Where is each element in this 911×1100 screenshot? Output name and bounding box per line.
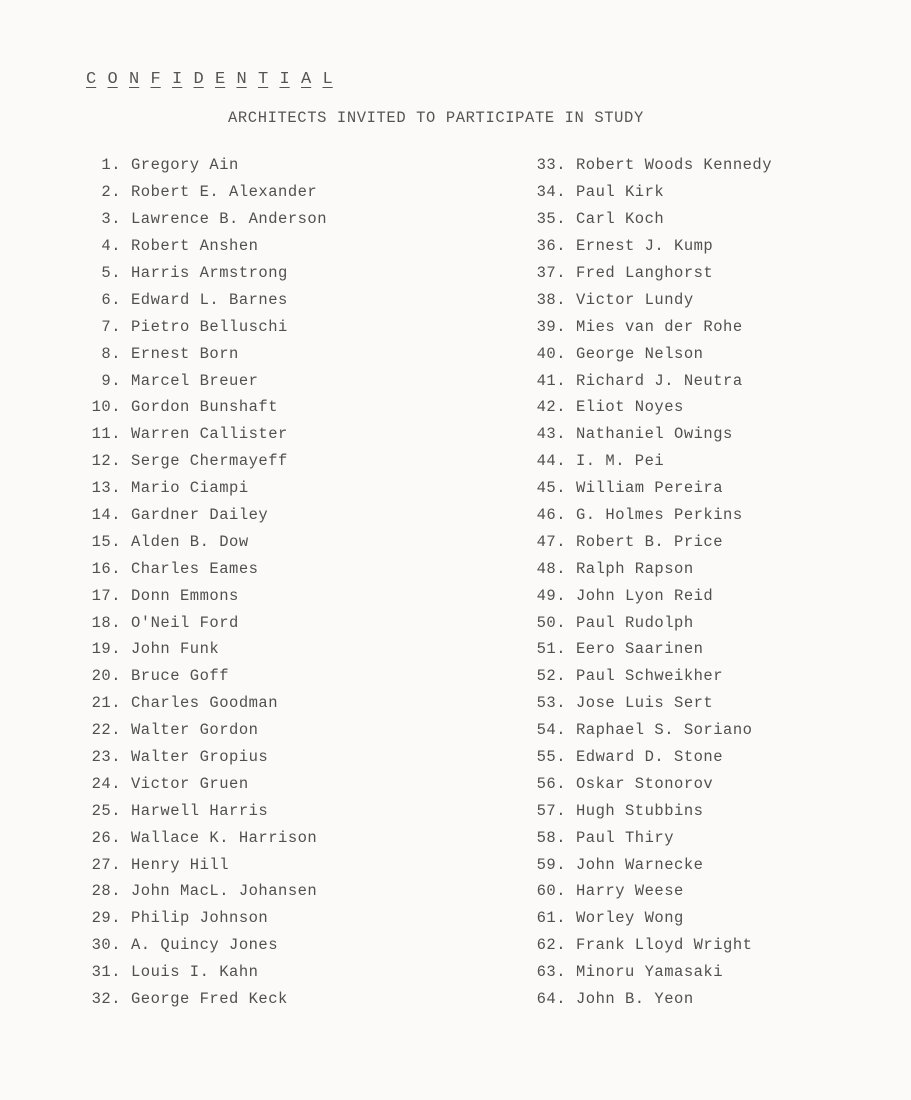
list-item — [76, 179, 327, 206]
list-item — [76, 690, 327, 717]
list-item-number: 10. — [91, 398, 121, 417]
list-item-name: Fred Langhorst — [576, 264, 714, 282]
list-item — [76, 636, 327, 663]
list-item-number: 24. — [91, 774, 121, 793]
list-item — [521, 744, 772, 771]
list-item-number: 33. — [536, 156, 566, 175]
list-item-number: 31. — [91, 963, 121, 982]
list-item-name: Paul Thiry — [576, 828, 675, 847]
list-item-number: 18. — [91, 613, 121, 632]
list-item — [76, 367, 327, 394]
list-item-name: Robert Woods Kennedy — [576, 156, 773, 175]
list-item-number: 25. — [91, 801, 121, 820]
list-item — [521, 663, 772, 690]
list-item-name: Charles Eames — [131, 559, 259, 578]
list-item-name: Ralph Rapson — [576, 559, 694, 578]
list-item-name: Frank Lloyd Wright — [576, 936, 753, 955]
list-item — [76, 340, 327, 367]
stamp-letter: N — [129, 70, 140, 89]
list-item — [76, 959, 327, 986]
stamp-letter: O — [107, 70, 118, 89]
list-item-number: 14. — [91, 506, 121, 525]
list-item-name: Richard J. Neutra — [576, 371, 743, 390]
list-item-name: Gordon Bunshaft — [131, 398, 279, 417]
stamp-letter: F — [150, 70, 161, 89]
list-item-number: 6. — [101, 290, 121, 309]
list-item-name: Mies van der Rohe — [576, 317, 743, 336]
list-item-number: 60. — [536, 882, 566, 901]
stamp-letter: N — [236, 70, 247, 89]
list-item — [76, 286, 327, 313]
list-item-name: Charles Goodman — [131, 694, 279, 713]
list-item-name: John Warnecke — [576, 855, 704, 874]
list-item-name: Walter Gropius — [131, 748, 269, 767]
list-item-number: 19. — [91, 640, 121, 659]
stamp-letter: D — [193, 70, 204, 89]
list-item-number: 34. — [536, 183, 566, 202]
list-item — [76, 555, 327, 582]
list-item-name: Marcel Breuer — [131, 371, 259, 390]
right-column-list — [521, 152, 772, 1013]
list-item-name: Donn Emmons — [131, 586, 239, 605]
list-item — [76, 313, 327, 340]
list-item — [521, 233, 772, 260]
list-item — [521, 152, 772, 179]
list-item — [76, 206, 327, 233]
stamp-letter: E — [215, 70, 226, 89]
list-item-name: Victor Lundy — [576, 290, 694, 309]
list-item-name: Gregory Ain — [131, 156, 239, 175]
list-item-number: 21. — [91, 694, 121, 713]
stamp-letter: T — [258, 70, 269, 89]
list-item-number: 20. — [91, 667, 121, 686]
list-item-name: John MacL. Johansen — [131, 882, 318, 901]
list-item-number: 26. — [91, 828, 121, 847]
list-item-name: A. Quincy Jones — [131, 936, 279, 955]
stamp-letter: L — [322, 70, 333, 89]
list-item-number: 11. — [91, 425, 121, 444]
list-item — [76, 717, 327, 744]
list-item-name: George Fred Keck — [131, 990, 288, 1009]
list-item-name: Serge Chermayeff — [131, 452, 288, 471]
list-item — [521, 448, 772, 475]
list-item-name: Jose Luis Sert — [576, 694, 714, 713]
list-item — [521, 717, 772, 744]
list-item — [521, 286, 772, 313]
list-item-name: Warren Callister — [131, 425, 288, 444]
list-item-name: Edward D. Stone — [576, 748, 724, 767]
list-item — [76, 663, 327, 690]
list-item — [521, 770, 772, 797]
list-item-number: 29. — [91, 909, 121, 928]
list-item-name: Harris Armstrong — [131, 264, 288, 282]
list-item — [521, 313, 772, 340]
list-item-number: 7. — [101, 317, 121, 336]
list-item-number: 17. — [91, 586, 121, 605]
list-item — [76, 851, 327, 878]
list-item — [76, 260, 327, 287]
list-item-number: 13. — [91, 479, 121, 498]
list-item — [76, 528, 327, 555]
list-item-number: 64. — [536, 990, 566, 1009]
list-item-number: 58. — [536, 828, 566, 847]
list-item-number: 1. — [101, 156, 121, 175]
list-item-name: Mario Ciampi — [131, 479, 249, 498]
list-item — [76, 582, 327, 609]
stamp-letter: I — [279, 70, 290, 89]
list-item-name: Bruce Goff — [131, 667, 230, 686]
list-item-number: 55. — [536, 748, 566, 767]
list-item — [521, 878, 772, 905]
list-item — [521, 179, 772, 206]
list-item-number: 57. — [536, 801, 566, 820]
list-item — [76, 986, 327, 1013]
stamp-letter: C — [86, 70, 97, 89]
list-item-number: 47. — [536, 532, 566, 551]
list-item-name: John Lyon Reid — [576, 586, 714, 605]
list-item-name: Nathaniel Owings — [576, 425, 733, 444]
list-item-number: 22. — [91, 721, 121, 740]
list-item-name: John Funk — [131, 640, 220, 659]
list-item — [521, 340, 772, 367]
list-item-name: Paul Kirk — [576, 183, 665, 202]
list-item-name: George Nelson — [576, 344, 704, 363]
stamp-letter: A — [301, 70, 312, 89]
list-item-number: 30. — [91, 936, 121, 955]
list-item-name: I. M. Pei — [576, 452, 665, 471]
list-item-number: 53. — [536, 694, 566, 713]
list-item — [521, 636, 772, 663]
list-item-name: Louis I. Kahn — [131, 963, 259, 982]
list-item — [521, 986, 772, 1013]
list-item — [76, 878, 327, 905]
list-item-number: 39. — [536, 317, 566, 336]
list-item — [521, 528, 772, 555]
list-item-number: 9. — [101, 371, 121, 390]
list-item — [521, 582, 772, 609]
left-column-list — [76, 152, 327, 1013]
list-item-number: 8. — [101, 344, 121, 363]
list-item — [521, 824, 772, 851]
list-item-name: Hugh Stubbins — [576, 801, 704, 820]
list-item-number: 62. — [536, 936, 566, 955]
list-item-number: 4. — [101, 237, 121, 256]
list-item-number: 38. — [536, 290, 566, 309]
list-item — [76, 233, 327, 260]
list-item-name: Worley Wong — [576, 909, 684, 928]
list-item — [521, 959, 772, 986]
list-item-name: Oskar Stonorov — [576, 774, 714, 793]
list-item-name: Philip Johnson — [131, 909, 269, 928]
list-item — [521, 851, 772, 878]
list-item-name: Henry Hill — [131, 855, 230, 874]
list-item — [521, 797, 772, 824]
list-item — [521, 475, 772, 502]
list-item-number: 42. — [536, 398, 566, 417]
list-item-number: 49. — [536, 586, 566, 605]
list-item-name: Ernest Born — [131, 344, 239, 363]
list-item-name: Raphael S. Soriano — [576, 721, 753, 740]
list-item — [521, 555, 772, 582]
list-item-number: 52. — [536, 667, 566, 686]
list-item — [76, 448, 327, 475]
list-item — [521, 609, 772, 636]
list-item-number: 41. — [536, 371, 566, 390]
list-item-number: 40. — [536, 344, 566, 363]
list-item — [76, 824, 327, 851]
list-item-name: John B. Yeon — [576, 990, 694, 1009]
list-item — [76, 394, 327, 421]
list-item-number: 15. — [91, 532, 121, 551]
list-item-number: 16. — [91, 559, 121, 578]
list-item — [521, 394, 772, 421]
list-item-number: 56. — [536, 774, 566, 793]
list-item-number: 3. — [101, 210, 121, 229]
list-item — [521, 206, 772, 233]
list-item-name: Robert E. Alexander — [131, 183, 318, 202]
list-item-name: Robert B. Price — [576, 532, 724, 551]
list-item-name: Alden B. Dow — [131, 532, 249, 551]
list-item-number: 12. — [91, 452, 121, 471]
list-item-number: 28. — [91, 882, 121, 901]
list-item-name: Walter Gordon — [131, 721, 259, 740]
list-item-number: 32. — [91, 990, 121, 1009]
list-item-name: Pietro Belluschi — [131, 317, 288, 336]
list-item — [76, 475, 327, 502]
list-item-number: 54. — [536, 721, 566, 740]
list-item — [521, 690, 772, 717]
list-item-number: 48. — [536, 559, 566, 578]
list-item-number: 36. — [536, 237, 566, 256]
list-item-name: Robert Anshen — [131, 237, 259, 256]
list-item-number: 59. — [536, 855, 566, 874]
list-item-name: Eliot Noyes — [576, 398, 684, 417]
document-heading: ARCHITECTS INVITED TO PARTICIPATE IN STUDY — [228, 109, 644, 127]
list-item-name: Victor Gruen — [131, 774, 249, 793]
list-item — [76, 932, 327, 959]
list-item-number: 2. — [101, 183, 121, 202]
list-item-name: Lawrence B. Anderson — [131, 210, 328, 229]
list-item-number: 51. — [536, 640, 566, 659]
list-item-name: Ernest J. Kump — [576, 237, 714, 256]
confidential-stamp — [86, 70, 344, 89]
list-item — [521, 905, 772, 932]
list-item-name: Edward L. Barnes — [131, 290, 288, 309]
list-item-number: 63. — [536, 963, 566, 982]
list-item — [521, 932, 772, 959]
list-item-number: 35. — [536, 210, 566, 229]
list-item — [76, 502, 327, 529]
list-item — [521, 367, 772, 394]
list-item-name: Wallace K. Harrison — [131, 828, 318, 847]
list-item-name: G. Holmes Perkins — [576, 506, 743, 525]
list-item-number: 43. — [536, 425, 566, 444]
list-item-name: Paul Schweikher — [576, 667, 724, 686]
list-item-name: Paul Rudolph — [576, 613, 694, 632]
list-item-name: Eero Saarinen — [576, 640, 704, 659]
list-item-name: Minoru Yamasaki — [576, 963, 724, 982]
list-item — [76, 421, 327, 448]
list-item-name: Harry Weese — [576, 882, 684, 901]
list-item — [76, 744, 327, 771]
list-item-number: 37. — [536, 264, 566, 282]
list-item-number: 5. — [101, 264, 121, 282]
list-item — [521, 260, 772, 287]
stamp-letter: I — [172, 70, 183, 89]
list-item-number: 46. — [536, 506, 566, 525]
list-item-number: 23. — [91, 748, 121, 767]
list-item — [76, 797, 327, 824]
list-item — [521, 421, 772, 448]
list-item-name: O'Neil Ford — [131, 613, 239, 632]
list-item-number: 44. — [536, 452, 566, 471]
list-item-name: Gardner Dailey — [131, 506, 269, 525]
list-item-number: 61. — [536, 909, 566, 928]
list-item-number: 27. — [91, 855, 121, 874]
list-item — [76, 152, 327, 179]
list-item — [76, 770, 327, 797]
list-item — [76, 609, 327, 636]
list-item-name: Carl Koch — [576, 210, 665, 229]
list-item-number: 50. — [536, 613, 566, 632]
list-item-number: 45. — [536, 479, 566, 498]
list-item-name: William Pereira — [576, 479, 724, 498]
list-item-name: Harwell Harris — [131, 801, 269, 820]
list-item — [521, 502, 772, 529]
list-item — [76, 905, 327, 932]
